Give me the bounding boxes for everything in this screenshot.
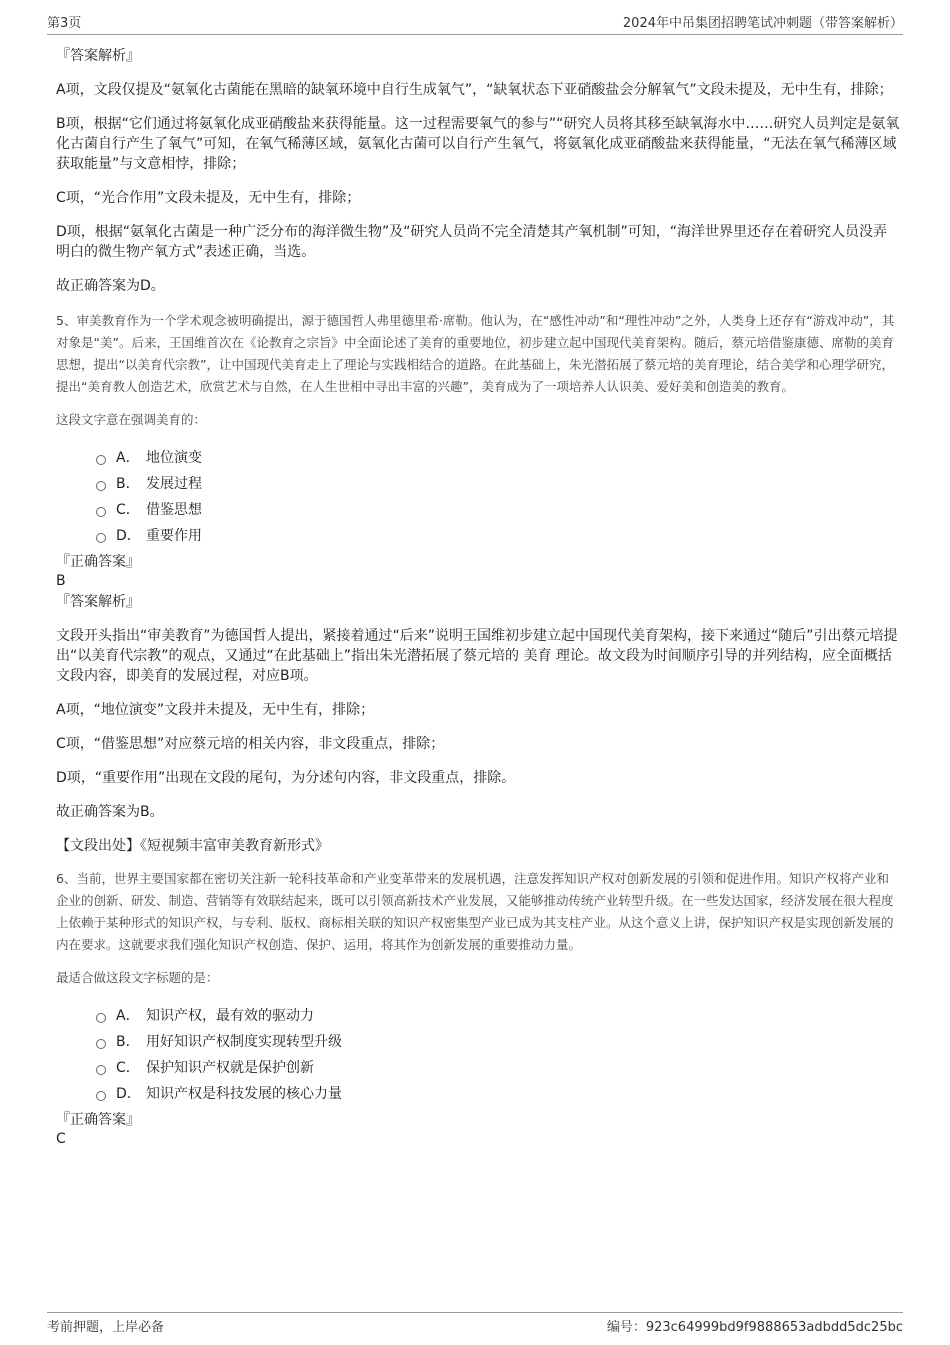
option-a[interactable]: [96, 1002, 901, 1028]
footer-slogan: 考前押题，上岸必备: [47, 1320, 165, 1335]
option-text: 借鉴思想: [146, 502, 202, 518]
radio-icon[interactable]: [96, 1065, 106, 1075]
option-letter: A．: [116, 1008, 140, 1024]
question-5-options: [56, 444, 901, 548]
correct-answer-label: 『正确答案』: [56, 554, 140, 570]
analysis-para-a: A项，文段仅提及“氨氧化古菌能在黑暗的缺氧环境中自行生成氧气”，“缺氧状态下亚硝酸盐会分解氧气”文段未提及，无中生有，排除；: [56, 82, 893, 98]
radio-icon[interactable]: [96, 1039, 106, 1049]
radio-icon[interactable]: [96, 1091, 106, 1101]
analysis-para-b: B项，根据“它们通过将氨氧化成亚硝酸盐来获得能量。这一过程需要氧气的参与”“研究人员将其移至缺氧海水中……研究人员判定是氨氧化古菌自行产生了氧气”可知，在氧气稀薄区域，氨氧化古菌可以自行产生氧气，将氨氧化成亚硝酸盐来获得能量，“无法在氧气稀薄区域获取能量”与文意相悖，排除；: [56, 116, 900, 172]
analysis-para-d: D项，“重要作用”出现在文段的尾句，为分述句内容，非文段重点，排除。: [56, 770, 516, 786]
analysis-conclusion: 故正确答案为D。: [56, 278, 165, 294]
option-c[interactable]: [96, 1054, 901, 1080]
analysis-para-d: D项，根据“氨氧化古菌是一种广泛分布的海洋微生物”及“研究人员尚不完全清楚其产氧机制”可知，“海洋世界里还存在着研究人员没弄明白的微生物产氧方式”表述正确，当选。: [56, 224, 888, 260]
question-5-text: 5、审美教育作为一个学术观念被明确提出，源于德国哲人弗里德里希·席勒。他认为，在“感性冲动”和“理性冲动”之外，人类身上还存有“游戏冲动”，其对象是“美”。后来，王国维首次在《论教育之宗旨》中全面论述了美育的重要地位，初步建立起中国现代美育架构。随后，蔡元培借鉴康德、席勒的美育思想，提出“以美育代宗教”，让中国现代美育走上了理论与实践相结合的道路。在此基础上，朱光潜拓展了蔡元培的美育理论，结合美学和心理学研究，提出“美育教人创造艺术，欣赏艺术与自然，在人生世相中寻出丰富的兴趣”，美育成为了一项培养人认识美、爱好美和创造美的教育。: [56, 313, 895, 394]
option-letter: D．: [116, 1086, 141, 1102]
radio-icon[interactable]: [96, 455, 106, 465]
option-letter: C．: [116, 502, 140, 518]
correct-answer-label: 『正确答案』: [56, 1112, 140, 1128]
option-text: 重要作用: [146, 528, 202, 544]
document-id: 编号：923c64999bd9f9888653adbdd5dc25bc: [606, 1320, 903, 1335]
radio-icon[interactable]: [96, 481, 106, 491]
question-5-prompt: 这段文字意在强调美育的：: [56, 412, 207, 427]
analysis-main: 文段开头指出“审美教育”为德国哲人提出，紧接着通过“后来”说明王国维初步建立起中国现代美育架构，接下来通过“随后”引出蔡元培提出“以美育代宗教”的观点，又通过“在此基础上”指出朱光潜拓展了蔡元培的 美育 理论。故文段为时间顺序引导的并列结构，应全面概括文段内容，即美育的发展过程，对应B项。: [56, 628, 898, 684]
option-letter: B．: [116, 1034, 140, 1050]
correct-answer-value: B: [56, 573, 66, 589]
option-b[interactable]: [96, 470, 901, 496]
document-title: 2024年中吊集团招聘笔试冲刺题（带答案解析）: [622, 16, 903, 31]
question-6-prompt: 最适合做这段文字标题的是：: [56, 970, 219, 985]
radio-icon[interactable]: [96, 1013, 106, 1023]
radio-icon[interactable]: [96, 507, 106, 517]
option-letter: C．: [116, 1060, 140, 1076]
page-content: [56, 46, 901, 1148]
option-b[interactable]: [96, 1028, 901, 1054]
analysis-label: 『答案解析』: [56, 48, 140, 64]
option-d[interactable]: [96, 1080, 901, 1106]
analysis-conclusion: 故正确答案为B。: [56, 804, 164, 820]
option-letter: D．: [116, 528, 141, 544]
analysis-para-c: C项，“借鉴思想”对应蔡元培的相关内容，非文段重点，排除；: [56, 736, 445, 752]
option-text: 用好知识产权制度实现转型升级: [146, 1034, 342, 1050]
question-6-text: 6、当前，世界主要国家都在密切关注新一轮科技革命和产业变革带来的发展机遇，注意发挥知识产权对创新发展的引领和促进作用。知识产权将产业和企业的创新、研发、制造、营销等有效联结起来，既可以引领高新技术产业发展，又能够推动传统产业转型升级。在一些发达国家，经济发展在很大程度上依赖于某种形式的知识产权，与专利、版权、商标相关联的知识产权密集型产业已成为其支柱产业。从这个意义上讲，保护知识产权是实现创新发展的内在要求。这就要求我们强化知识产权创造、保护、运用，将其作为创新发展的重要推动力量。: [56, 871, 894, 952]
page-number: 第3页: [47, 16, 82, 31]
radio-icon[interactable]: [96, 533, 106, 543]
option-letter: A．: [116, 450, 140, 466]
option-text: 地位演变: [146, 450, 202, 466]
option-text: 知识产权，最有效的驱动力: [146, 1008, 314, 1024]
text-source: 【文段出处】《短视频丰富审美教育新形式》: [56, 838, 329, 854]
correct-answer-value: C: [56, 1131, 66, 1147]
option-text: 发展过程: [146, 476, 202, 492]
option-text: 保护知识产权就是保护创新: [146, 1060, 314, 1076]
question-6-options: [56, 1002, 901, 1106]
page-footer: [47, 1312, 903, 1335]
option-d[interactable]: [96, 522, 901, 548]
analysis-para-a: A项，“地位演变”文段并未提及，无中生有，排除；: [56, 702, 375, 718]
option-c[interactable]: [96, 496, 901, 522]
option-text: 知识产权是科技发展的核心力量: [146, 1086, 342, 1102]
page-header: [47, 12, 903, 35]
analysis-label: 『答案解析』: [56, 594, 140, 610]
option-letter: B．: [116, 476, 140, 492]
analysis-para-c: C项，“光合作用”文段未提及，无中生有，排除；: [56, 190, 361, 206]
option-a[interactable]: [96, 444, 901, 470]
